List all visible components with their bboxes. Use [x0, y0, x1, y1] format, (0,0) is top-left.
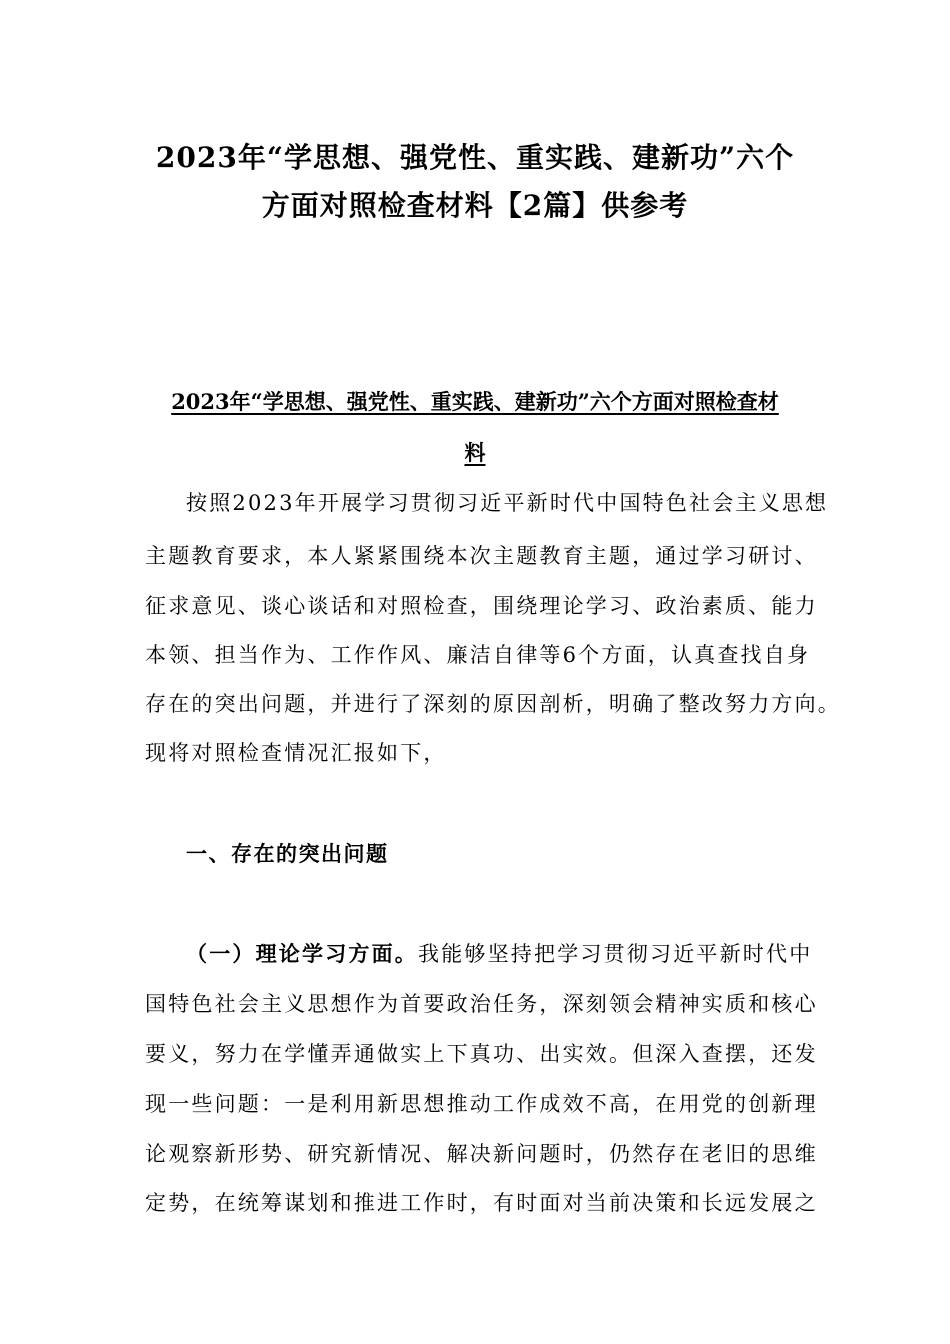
subsection-1-line-6: 定势，在统筹谋划和推进工作时，有时面对当前决策和长远发展之 [145, 1191, 818, 1215]
subsection-1-first-line [186, 938, 812, 968]
subsection-1-lead: （一）理论学习方面。 [186, 941, 418, 966]
intro-line-2: 主题教育要求，本人紧紧围绕本次主题教育主题，通过学习研讨、 [145, 544, 818, 568]
subsection-1-line-4: 现一些问题：一是利用新思想推动工作成效不高，在用党的创新理 [145, 1092, 818, 1116]
intro-line-4: 本领、担当作为、工作作风、廉洁自律等6个方面，认真查找自身 [145, 643, 811, 667]
subsection-1-line-2: 国特色社会主义思想作为首要政治任务，深刻领会精神实质和核心 [145, 992, 818, 1016]
intro-line-6: 现将对照检查情况汇报如下， [145, 741, 447, 765]
main-title-line-1: 2023年“学思想、强党性、重实践、建新功”六个 [155, 141, 795, 174]
intro-line-5: 存在的突出问题，并进行了深刻的原因剖析，明确了整改努力方向。 [145, 692, 841, 716]
intro-line-1: 按照2023年开展学习贯彻习近平新时代中国特色社会主义思想 [186, 491, 829, 515]
main-title-line-2: 方面对照检查材料【2篇】供参考 [261, 189, 689, 222]
sub-title-line-1: 2023年“学思想、强党性、重实践、建新功”六个方面对照检查材 [171, 389, 779, 414]
subsection-1-line-3: 要义，努力在学懂弄通做实上下真功、出实效。但深入查摆，还发 [145, 1042, 818, 1066]
sub-title-line-2: 料 [464, 440, 486, 465]
subsection-1-first-line-text: 我能够坚持把学习贯彻习近平新时代中 [418, 942, 813, 966]
subsection-1-line-5: 论观察新形势、研究新情况、解决新问题时，仍然存在老旧的思维 [145, 1142, 818, 1166]
intro-line-3: 征求意见、谈心谈话和对照检查，围绕理论学习、政治素质、能力 [145, 594, 818, 618]
section-heading-1: 一、存在的突出问题 [186, 841, 389, 866]
